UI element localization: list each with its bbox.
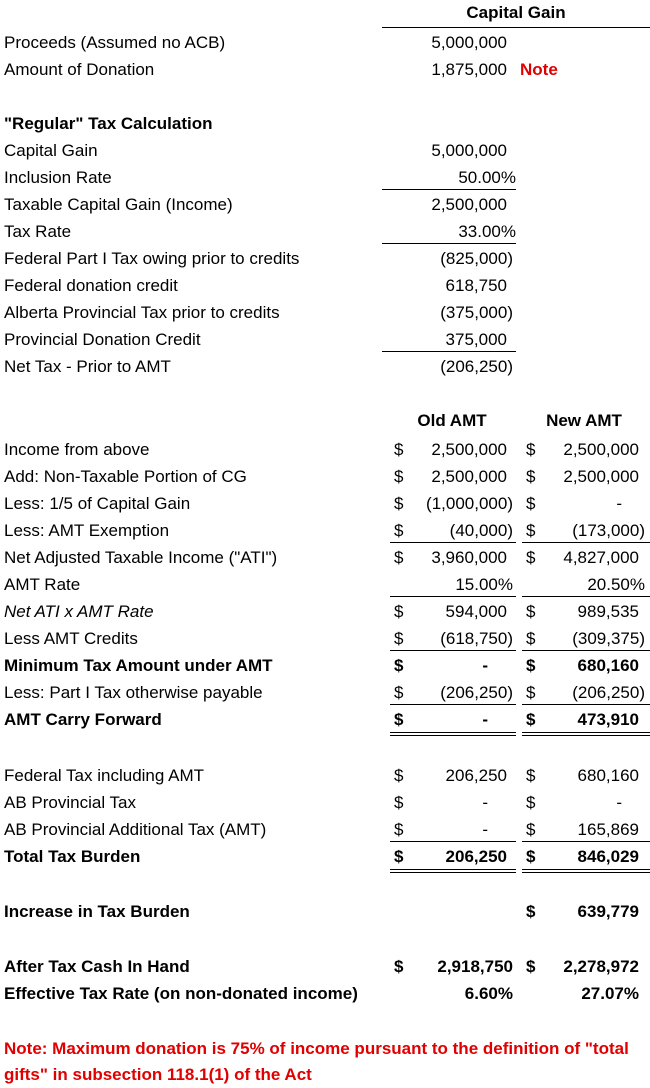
rule [390,841,516,842]
old-value: - [482,656,488,675]
currency-symbol: $ [526,656,536,675]
old-value: 3,960,000 [431,548,507,567]
amt-row [0,706,650,733]
amt-row [0,463,650,490]
new-value: - [616,793,622,812]
reg-row [0,272,650,299]
reg-value: (825,000) [440,249,513,268]
reg-value: 50.00% [458,168,516,187]
currency-symbol: $ [394,494,404,513]
proceeds-label: Proceeds (Assumed no ACB) [4,33,226,52]
currency-symbol: $ [526,602,536,621]
amt-label: Federal Tax including AMT [4,766,205,785]
reg-row [0,353,650,380]
old-value: (206,250) [440,683,513,702]
donation-note-marker: Note [520,60,558,79]
amt-label: AMT Carry Forward [4,710,162,729]
old-value: (618,750) [440,629,513,648]
amt-row [0,679,650,706]
rule [522,542,650,543]
footnote: Note: Maximum donation is 75% of income pursuant to the definition of "total gifts" in subsection 118.1(1) of the Act [4,1039,629,1084]
currency-symbol: $ [526,902,536,921]
amt-row [0,490,650,517]
rule [382,351,516,352]
reg-label: Capital Gain [4,141,98,160]
amt-label: AB Provincial Tax [4,793,136,812]
reg-value: 618,750 [445,276,507,295]
reg-value: (206,250) [440,357,513,376]
currency-symbol: $ [526,467,536,486]
new-value: 680,160 [577,766,639,785]
header-underline [382,27,650,28]
amt-label: Less AMT Credits [4,629,138,648]
proceeds-row [0,29,650,56]
reg-row [0,164,650,191]
amt-label: AMT Rate [4,575,81,594]
currency-symbol: $ [526,440,536,459]
regular-title: "Regular" Tax Calculation [4,114,213,133]
reg-label: Inclusion Rate [4,168,112,187]
reg-row [0,218,650,245]
amt-label: Total Tax Burden [4,847,141,866]
new-value: 473,910 [577,710,639,729]
reg-row [0,191,650,218]
currency-symbol: $ [526,683,536,702]
currency-symbol: $ [526,521,536,540]
amt-label: AB Provincial Additional Tax (AMT) [4,820,267,839]
old-value: 2,500,000 [431,440,507,459]
regular-title-row [0,110,650,137]
amt-row [0,571,650,598]
currency-symbol: $ [394,766,404,785]
old-value: 206,250 [445,766,507,785]
new-value: (309,375) [572,629,645,648]
reg-label: Federal Part I Tax owing prior to credits [4,249,300,268]
amt-row [0,980,650,1007]
old-value: 2,500,000 [431,467,507,486]
currency-symbol: $ [394,440,404,459]
currency-symbol: $ [526,494,536,513]
new-value: 4,827,000 [563,548,639,567]
old-value: (1,000,000) [426,494,513,513]
amt-row [0,652,650,679]
rule [390,650,516,651]
currency-symbol: $ [526,548,536,567]
new-value: 846,029 [577,847,639,866]
old-value: - [482,710,488,729]
old-value: - [482,820,488,839]
new-value: 989,535 [577,602,639,621]
currency-symbol: $ [526,629,536,648]
double-rule [390,732,516,736]
old-value: 15.00% [455,575,513,594]
rule [522,596,650,597]
reg-row [0,299,650,326]
amt-label: Effective Tax Rate (on non-donated income) [4,984,358,1003]
currency-symbol: $ [526,710,536,729]
currency-symbol: $ [526,957,536,976]
old-amt-header: Old AMT [417,411,487,430]
currency-symbol: $ [394,602,404,621]
rule [382,189,516,190]
reg-value: 33.00% [458,222,516,241]
reg-value: 375,000 [445,330,507,349]
amt-row [0,816,650,843]
new-value: 639,779 [577,902,639,921]
new-value: (173,000) [572,521,645,540]
amt-row [0,789,650,816]
currency-symbol: $ [394,710,404,729]
amt-label: Add: Non-Taxable Portion of CG [4,467,247,486]
currency-symbol: $ [394,629,404,648]
amt-label: After Tax Cash In Hand [4,957,190,976]
donation-row [0,56,650,83]
amt-label: Net Adjusted Taxable Income ("ATI") [4,548,278,567]
currency-symbol: $ [394,548,404,567]
reg-label: Taxable Capital Gain (Income) [4,195,233,214]
new-value: 2,500,000 [563,467,639,486]
reg-row [0,245,650,272]
currency-symbol: $ [526,820,536,839]
old-value: - [482,793,488,812]
currency-symbol: $ [394,521,404,540]
reg-value: 2,500,000 [431,195,507,214]
amt-row [0,843,650,870]
donation-value: 1,875,000 [431,60,507,79]
reg-value: 5,000,000 [431,141,507,160]
currency-symbol: $ [394,847,404,866]
rule [522,704,650,705]
rule [390,542,516,543]
rule [390,596,516,597]
currency-symbol: $ [394,793,404,812]
proceeds-value: 5,000,000 [431,33,507,52]
old-value: 2,918,750 [437,957,513,976]
capital-gain-header: Capital Gain [466,3,566,22]
amt-label: Less: Part I Tax otherwise payable [4,683,263,702]
reg-label: Federal donation credit [4,276,178,295]
currency-symbol: $ [394,957,404,976]
currency-symbol: $ [526,793,536,812]
amt-label: Net ATI x AMT Rate [4,602,154,621]
rule [522,650,650,651]
amt-row [0,953,650,980]
old-value: 594,000 [445,602,507,621]
currency-symbol: $ [394,656,404,675]
amt-row [0,436,650,463]
double-rule [522,869,650,873]
currency-symbol: $ [394,467,404,486]
new-value: 2,278,972 [563,957,639,976]
reg-label: Net Tax - Prior to AMT [4,357,171,376]
new-value: 165,869 [577,820,639,839]
reg-value: (375,000) [440,303,513,322]
new-amt-header: New AMT [546,411,622,430]
old-value: 206,250 [445,847,507,866]
old-value: (40,000) [449,521,513,540]
rule [390,704,516,705]
new-value: (206,250) [572,683,645,702]
currency-symbol: $ [526,766,536,785]
rule [522,841,650,842]
old-value: 6.60% [464,984,513,1003]
currency-symbol: $ [526,847,536,866]
amt-label: Minimum Tax Amount under AMT [4,656,273,675]
double-rule [390,869,516,873]
currency-symbol: $ [394,683,404,702]
new-value: 2,500,000 [563,440,639,459]
new-value: 27.07% [581,984,639,1003]
new-value: - [616,494,622,513]
reg-label: Provincial Donation Credit [4,330,201,349]
new-value: 680,160 [577,656,639,675]
amt-label: Increase in Tax Burden [4,902,190,921]
amt-row [0,598,650,625]
new-value: 20.50% [587,575,645,594]
amt-label: Less: 1/5 of Capital Gain [4,494,191,513]
double-rule [522,732,650,736]
amt-row [0,762,650,789]
amt-label: Income from above [4,440,150,459]
amt-row [0,625,650,652]
reg-row [0,137,650,164]
amt-row [0,544,650,571]
amt-label: Less: AMT Exemption [4,521,170,540]
currency-symbol: $ [394,820,404,839]
amt-row [0,517,650,544]
donation-label: Amount of Donation [4,60,155,79]
rule [382,243,516,244]
reg-label: Alberta Provincial Tax prior to credits [4,303,280,322]
amt-row [0,898,650,925]
reg-label: Tax Rate [4,222,72,241]
reg-row [0,326,650,353]
